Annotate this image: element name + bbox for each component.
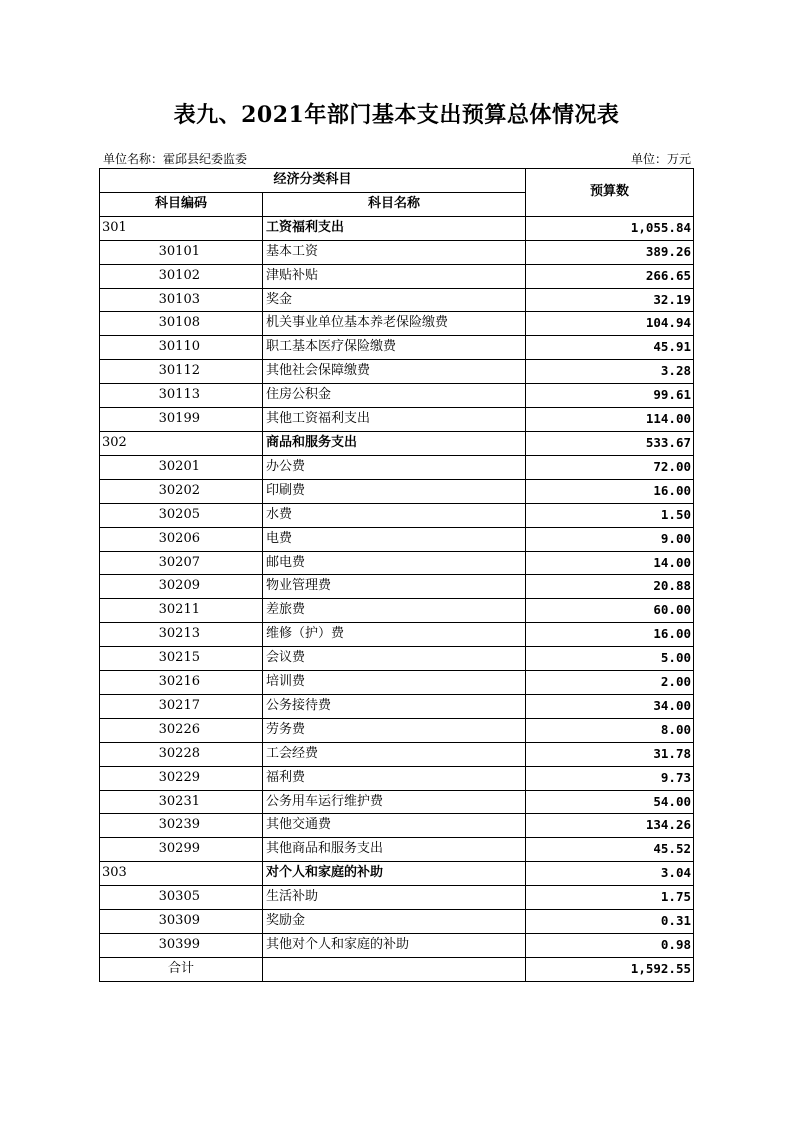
header-budget-amount: 预算数 <box>526 169 694 217</box>
row-code: 30226 <box>100 718 263 742</box>
row-code: 30228 <box>100 742 263 766</box>
row-code: 30309 <box>100 910 263 934</box>
row-name: 公务用车运行维护费 <box>263 790 526 814</box>
row-name: 会议费 <box>263 647 526 671</box>
unit-measure-label: 单位：万元 <box>630 152 691 166</box>
table-row <box>100 527 694 551</box>
row-code: 30305 <box>100 886 263 910</box>
table-row <box>100 455 694 479</box>
row-name: 其他社会保障缴费 <box>263 360 526 384</box>
row-amount: 1.75 <box>526 886 694 910</box>
row-name: 福利费 <box>263 766 526 790</box>
total-row <box>100 957 694 981</box>
table-row <box>100 408 694 432</box>
table-header-row <box>100 169 694 193</box>
row-code: 30211 <box>100 599 263 623</box>
table-row <box>100 503 694 527</box>
row-amount: 3.28 <box>526 360 694 384</box>
table-row <box>100 838 694 862</box>
row-amount: 60.00 <box>526 599 694 623</box>
row-code: 30216 <box>100 671 263 695</box>
row-amount: 389.26 <box>526 240 694 264</box>
row-amount: 1.50 <box>526 503 694 527</box>
table-row <box>100 671 694 695</box>
row-amount: 45.91 <box>526 336 694 360</box>
row-code: 30299 <box>100 838 263 862</box>
total-label: 合计 <box>100 957 263 981</box>
table-row <box>100 312 694 336</box>
table-row <box>100 360 694 384</box>
table-row <box>100 599 694 623</box>
table-row <box>100 694 694 718</box>
row-amount: 9.00 <box>526 527 694 551</box>
row-amount: 8.00 <box>526 718 694 742</box>
row-name: 商品和服务支出 <box>263 431 526 455</box>
row-amount: 72.00 <box>526 455 694 479</box>
row-amount: 114.00 <box>526 408 694 432</box>
table-row <box>100 934 694 958</box>
table-row <box>100 431 694 455</box>
row-name: 对个人和家庭的补助 <box>263 862 526 886</box>
row-name: 物业管理费 <box>263 575 526 599</box>
row-name: 水费 <box>263 503 526 527</box>
row-name: 电费 <box>263 527 526 551</box>
row-code: 30239 <box>100 814 263 838</box>
row-amount: 533.67 <box>526 431 694 455</box>
row-code: 30202 <box>100 479 263 503</box>
row-amount: 99.61 <box>526 384 694 408</box>
row-amount: 34.00 <box>526 694 694 718</box>
table-row <box>100 384 694 408</box>
row-code: 30199 <box>100 408 263 432</box>
row-name: 工会经费 <box>263 742 526 766</box>
row-name: 工资福利支出 <box>263 216 526 240</box>
budget-table <box>99 168 694 982</box>
row-code: 30101 <box>100 240 263 264</box>
row-code: 302 <box>100 431 263 455</box>
row-amount: 45.52 <box>526 838 694 862</box>
row-code: 30103 <box>100 288 263 312</box>
row-code: 30213 <box>100 623 263 647</box>
table-row <box>100 264 694 288</box>
page-title: 表九、2021年部门基本支出预算总体情况表 <box>173 102 620 128</box>
row-code: 30229 <box>100 766 263 790</box>
header-economic-category: 经济分类科目 <box>100 169 526 193</box>
row-name: 住房公积金 <box>263 384 526 408</box>
row-code: 30108 <box>100 312 263 336</box>
header-subject-name: 科目名称 <box>263 192 526 216</box>
table-row <box>100 551 694 575</box>
row-code: 303 <box>100 862 263 886</box>
row-amount: 16.00 <box>526 623 694 647</box>
row-code: 30217 <box>100 694 263 718</box>
row-name: 印刷费 <box>263 479 526 503</box>
row-code: 30215 <box>100 647 263 671</box>
row-name: 津贴补贴 <box>263 264 526 288</box>
row-amount: 104.94 <box>526 312 694 336</box>
table-row <box>100 479 694 503</box>
table-row <box>100 718 694 742</box>
row-amount: 2.00 <box>526 671 694 695</box>
unit-name-label: 单位名称：霍邱县纪委监委 <box>103 152 248 166</box>
row-code: 30231 <box>100 790 263 814</box>
row-name: 其他工资福利支出 <box>263 408 526 432</box>
row-amount: 3.04 <box>526 862 694 886</box>
row-name: 办公费 <box>263 455 526 479</box>
row-code: 30102 <box>100 264 263 288</box>
row-code: 30206 <box>100 527 263 551</box>
row-code: 301 <box>100 216 263 240</box>
row-amount: 0.98 <box>526 934 694 958</box>
row-amount: 266.65 <box>526 264 694 288</box>
table-row <box>100 886 694 910</box>
row-amount: 14.00 <box>526 551 694 575</box>
table-row <box>100 216 694 240</box>
table-row <box>100 790 694 814</box>
row-name: 其他对个人和家庭的补助 <box>263 934 526 958</box>
row-code: 30113 <box>100 384 263 408</box>
total-name-empty <box>263 957 526 981</box>
table-body <box>100 216 694 957</box>
row-code: 30205 <box>100 503 263 527</box>
table-row <box>100 766 694 790</box>
row-name: 其他商品和服务支出 <box>263 838 526 862</box>
total-amount: 1,592.55 <box>526 957 694 981</box>
row-code: 30207 <box>100 551 263 575</box>
row-name: 差旅费 <box>263 599 526 623</box>
row-code: 30110 <box>100 336 263 360</box>
table-row <box>100 623 694 647</box>
row-name: 奖励金 <box>263 910 526 934</box>
row-amount: 0.31 <box>526 910 694 934</box>
row-amount: 9.73 <box>526 766 694 790</box>
row-amount: 31.78 <box>526 742 694 766</box>
table-row <box>100 575 694 599</box>
table-row <box>100 814 694 838</box>
table-row <box>100 240 694 264</box>
row-name: 维修（护）费 <box>263 623 526 647</box>
row-amount: 1,055.84 <box>526 216 694 240</box>
row-name: 劳务费 <box>263 718 526 742</box>
table-row <box>100 862 694 886</box>
header-subject-code: 科目编码 <box>100 192 263 216</box>
table-row <box>100 647 694 671</box>
row-name: 奖金 <box>263 288 526 312</box>
row-amount: 134.26 <box>526 814 694 838</box>
table-row <box>100 336 694 360</box>
row-code: 30201 <box>100 455 263 479</box>
table-row <box>100 742 694 766</box>
row-code: 30399 <box>100 934 263 958</box>
row-amount: 32.19 <box>526 288 694 312</box>
row-amount: 16.00 <box>526 479 694 503</box>
row-code: 30209 <box>100 575 263 599</box>
row-name: 基本工资 <box>263 240 526 264</box>
table-row <box>100 288 694 312</box>
row-code: 30112 <box>100 360 263 384</box>
row-amount: 5.00 <box>526 647 694 671</box>
row-name: 公务接待费 <box>263 694 526 718</box>
row-name: 邮电费 <box>263 551 526 575</box>
row-name: 培训费 <box>263 671 526 695</box>
row-name: 生活补助 <box>263 886 526 910</box>
row-name: 机关事业单位基本养老保险缴费 <box>263 312 526 336</box>
row-amount: 20.88 <box>526 575 694 599</box>
row-amount: 54.00 <box>526 790 694 814</box>
row-name: 职工基本医疗保险缴费 <box>263 336 526 360</box>
row-name: 其他交通费 <box>263 814 526 838</box>
table-row <box>100 910 694 934</box>
